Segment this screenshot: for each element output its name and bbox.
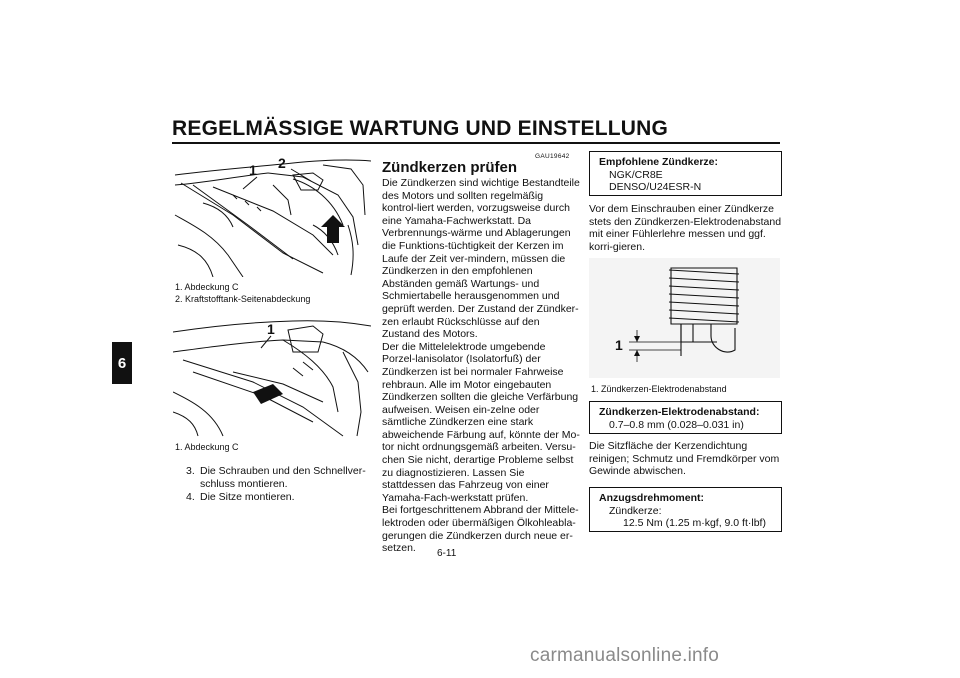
electrode-gap-value: 0.7–0.8 mm (0.028–0.031 in)	[609, 418, 744, 431]
clean-seat-text: Die Sitzfläche der Kerzendichtung reinigen; Schmutz und Fremdkörper vom Gewinde abwischen.	[589, 440, 780, 478]
figure2-captions	[175, 441, 375, 453]
section-code: GAU19642	[535, 153, 570, 160]
figure-seat-cover-drawing	[173, 155, 371, 277]
figure-seat-cover	[173, 155, 371, 277]
figure2-caption-1: 1. Abdeckung C	[175, 442, 239, 452]
page-title: REGELMÄSSIGE WARTUNG UND EINSTELLUNG	[172, 117, 669, 140]
section-paragraph-1: Die Zündkerzen sind wichtige Bestandteile des Motors und sollten regelmäßig kontrol-liert werden, vorzugsweise durch eine Yamaha-Fachwerkstatt. Da Verbrennungs-wärme und Ablagerungen die Funktions-tüchtigkeit der Kerzen im Laufe der Zeit ver-mindern, müssen die Zündkerzen in den empfohlenen Abständen gemäß Wartungs- und Schmiertabelle herausgenommen und geprüft werden. Der Zustand der Zündker-zen erlaubt Rückschlüsse auf den Zustand des Motors.	[382, 177, 580, 341]
section-body	[382, 177, 580, 555]
figure3-callout-1: 1	[615, 337, 623, 353]
recommended-plug-denso: DENSO/U24ESR-N	[609, 181, 702, 194]
torque-item: Zündkerze:	[609, 504, 662, 517]
electrode-gap-label: Zündkerzen-Elektrodenabstand:	[599, 406, 760, 418]
torque-value: 12.5 Nm (1.25 m·kgf, 9.0 ft·lbf)	[623, 517, 766, 530]
figure-cover-c-drawing	[173, 312, 371, 437]
step-item	[186, 465, 366, 491]
step-number: 3.	[186, 465, 195, 477]
section-paragraph-2: Der die Mittelelektrode umgebende Porzel-lanisolator (Isolatorfuß) der Zündkerzen ist bei normaler Fahrweise rehbraun. Alle im Motor eingebauten Zündkerzen sollten die gleiche Verfärbung aufweisen. Weisen ein-zelne oder sämtliche Zündkerzen eine stark abweichende Färbung auf, könnte der Mo-tor nicht ordnungsgemäß arbeiten. Versu-chen Sie nicht, derartige Probleme selbst zu diagnostizieren. Lassen Sie stattdessen das Fahrzeug von einer Yamaha-Fach-werkstatt prüfen.	[382, 340, 580, 504]
page-number: 6-11	[437, 548, 457, 559]
section-title: Zündkerzen prüfen	[382, 159, 518, 176]
figure1-callout-2: 2	[278, 155, 286, 171]
step-text: Die Sitze montieren.	[200, 491, 295, 503]
figure2-callout-1: 1	[267, 321, 275, 337]
header-rule	[172, 142, 780, 144]
step-number: 4.	[186, 491, 195, 503]
gap-intro-text: Vor dem Einschrauben einer Zündkerze stets den Zündkerzen-Elektrodenabstand mit einer Fühlerlehre messen und ggf. korri-gieren.	[589, 203, 782, 253]
figure3-caption: 1. Zündkerzen-Elektrodenabstand	[591, 384, 727, 394]
figure-cover-c	[173, 312, 371, 437]
recommended-plug-ngk: NGK/CR8E	[609, 168, 663, 181]
torque-box	[589, 487, 782, 532]
spark-plug-drawing	[589, 258, 780, 378]
torque-label: Anzugsdrehmoment:	[599, 492, 704, 504]
recommended-plug-box	[589, 151, 782, 196]
watermark: carmanualsonline.info	[530, 645, 720, 666]
step-list	[186, 465, 366, 504]
step-item	[186, 491, 366, 504]
recommended-plug-label: Empfohlene Zündkerze:	[599, 156, 719, 168]
step-text: Die Schrauben und den Schnellver-schluss montieren.	[200, 465, 366, 490]
figure1-captions	[175, 281, 375, 305]
chapter-tab: 6	[112, 342, 132, 384]
figure1-callout-1: 1	[249, 162, 257, 178]
figure1-caption-1: 1. Abdeckung C	[175, 282, 239, 292]
electrode-gap-box	[589, 401, 782, 434]
figure1-caption-2: 2. Kraftstofftank-Seitenabdeckung	[175, 294, 311, 304]
section-paragraph-3: Bei fortgeschrittenem Abbrand der Mittele-lektroden oder übermäßigen Ölkohleabla-gerungen die Zündkerzen durch neue er-setzen.	[382, 504, 579, 555]
figure-spark-plug-gap	[589, 258, 780, 378]
